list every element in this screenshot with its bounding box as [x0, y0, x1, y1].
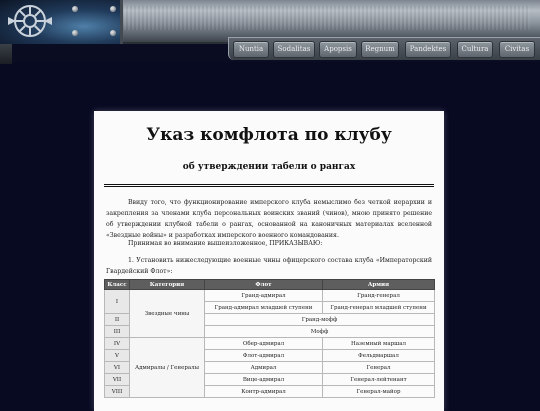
fleet-cell: Флот-адмирал [205, 350, 323, 362]
nav-item-nuntia[interactable]: Nuntia [233, 41, 269, 58]
category-cell: Адмиралы / Генералы [130, 338, 205, 398]
class-cell: V [105, 350, 130, 362]
header-left-decoration [0, 44, 12, 64]
nav-item-cultura[interactable]: Cultura [457, 41, 493, 58]
rivet-icon [72, 6, 78, 12]
class-cell: I [105, 290, 130, 314]
merged-rank-cell: Мофф [205, 326, 435, 338]
army-cell: Генерал [323, 362, 435, 374]
class-cell: III [105, 326, 130, 338]
nav-item-apopsis[interactable]: Apopsis [319, 41, 357, 58]
nav-item-pandektes[interactable]: Pandektes [405, 41, 451, 58]
army-cell: Генерал-майор [323, 386, 435, 398]
class-cell: VIII [105, 386, 130, 398]
army-cell: Генерал-лейтенант [323, 374, 435, 386]
army-cell: Гранд-генерал [323, 290, 435, 302]
document-title: Указ комфлота по клубу [146, 125, 392, 145]
divider [104, 186, 434, 187]
fleet-cell: Адмирал [205, 362, 323, 374]
nav-item-sodalitas[interactable]: Sodalitas [273, 41, 315, 58]
fleet-cell: Обер-адмирал [205, 338, 323, 350]
header-class: Класс [105, 280, 130, 290]
army-cell: Гранд-генерал младшей ступени [323, 302, 435, 314]
army-cell: Фельдмаршал [323, 350, 435, 362]
table-row [105, 338, 435, 350]
fleet-cell: Контр-адмирал [205, 386, 323, 398]
ranks-table [104, 279, 435, 398]
fleet-cell: Гранд-адмирал [205, 290, 323, 302]
fleet-cell: Гранд-адмирал младшей ступени [205, 302, 323, 314]
document-subtitle: об утверждении табели о рангах [182, 162, 356, 172]
main-navigation [228, 37, 540, 60]
site-header [0, 0, 540, 62]
paragraph-item-1: 1. Установить нижеследующие военные чины офицерского состава клуба «Императорский Гвардейский Флот»: [106, 257, 432, 275]
fleet-cell: Вице-адмирал [205, 374, 323, 386]
header-category: Категория [130, 280, 205, 290]
site-logo[interactable] [0, 0, 123, 44]
nav-item-regnum[interactable]: Regnum [361, 41, 399, 58]
header-fleet: Флот [205, 280, 323, 290]
paragraph-order: Принимая во внимание вышеизложенное, ПРИКАЗЫВАЮ: [128, 240, 323, 247]
divider [104, 184, 434, 185]
rivet-icon [110, 30, 116, 36]
rivet-icon [72, 30, 78, 36]
nav-item-civitas[interactable]: Civitas [499, 41, 535, 58]
table-header-row [105, 280, 435, 290]
paragraph-intro: Ввиду того, что функционирование имперского клуба немыслимо без четкой иерархии и закрепления за членами клуба персональных воинских званий (чинов), мною принято решение об утверждении клубной табели о рангах, основанной на каноничных материалах вселенной «Звездные войны» и разработках имперского военного командования. [106, 199, 432, 239]
class-cell: II [105, 314, 130, 326]
header-army: Армия [323, 280, 435, 290]
imperial-emblem-icon [6, 2, 54, 40]
table-row [105, 290, 435, 302]
rivet-icon [110, 6, 116, 12]
decree-document [94, 111, 444, 411]
army-cell: Наземный маршал [323, 338, 435, 350]
category-cell: Звездные чины [130, 290, 205, 338]
class-cell: IV [105, 338, 130, 350]
class-cell: VI [105, 362, 130, 374]
class-cell: VII [105, 374, 130, 386]
merged-rank-cell: Гранд-мофф [205, 314, 435, 326]
